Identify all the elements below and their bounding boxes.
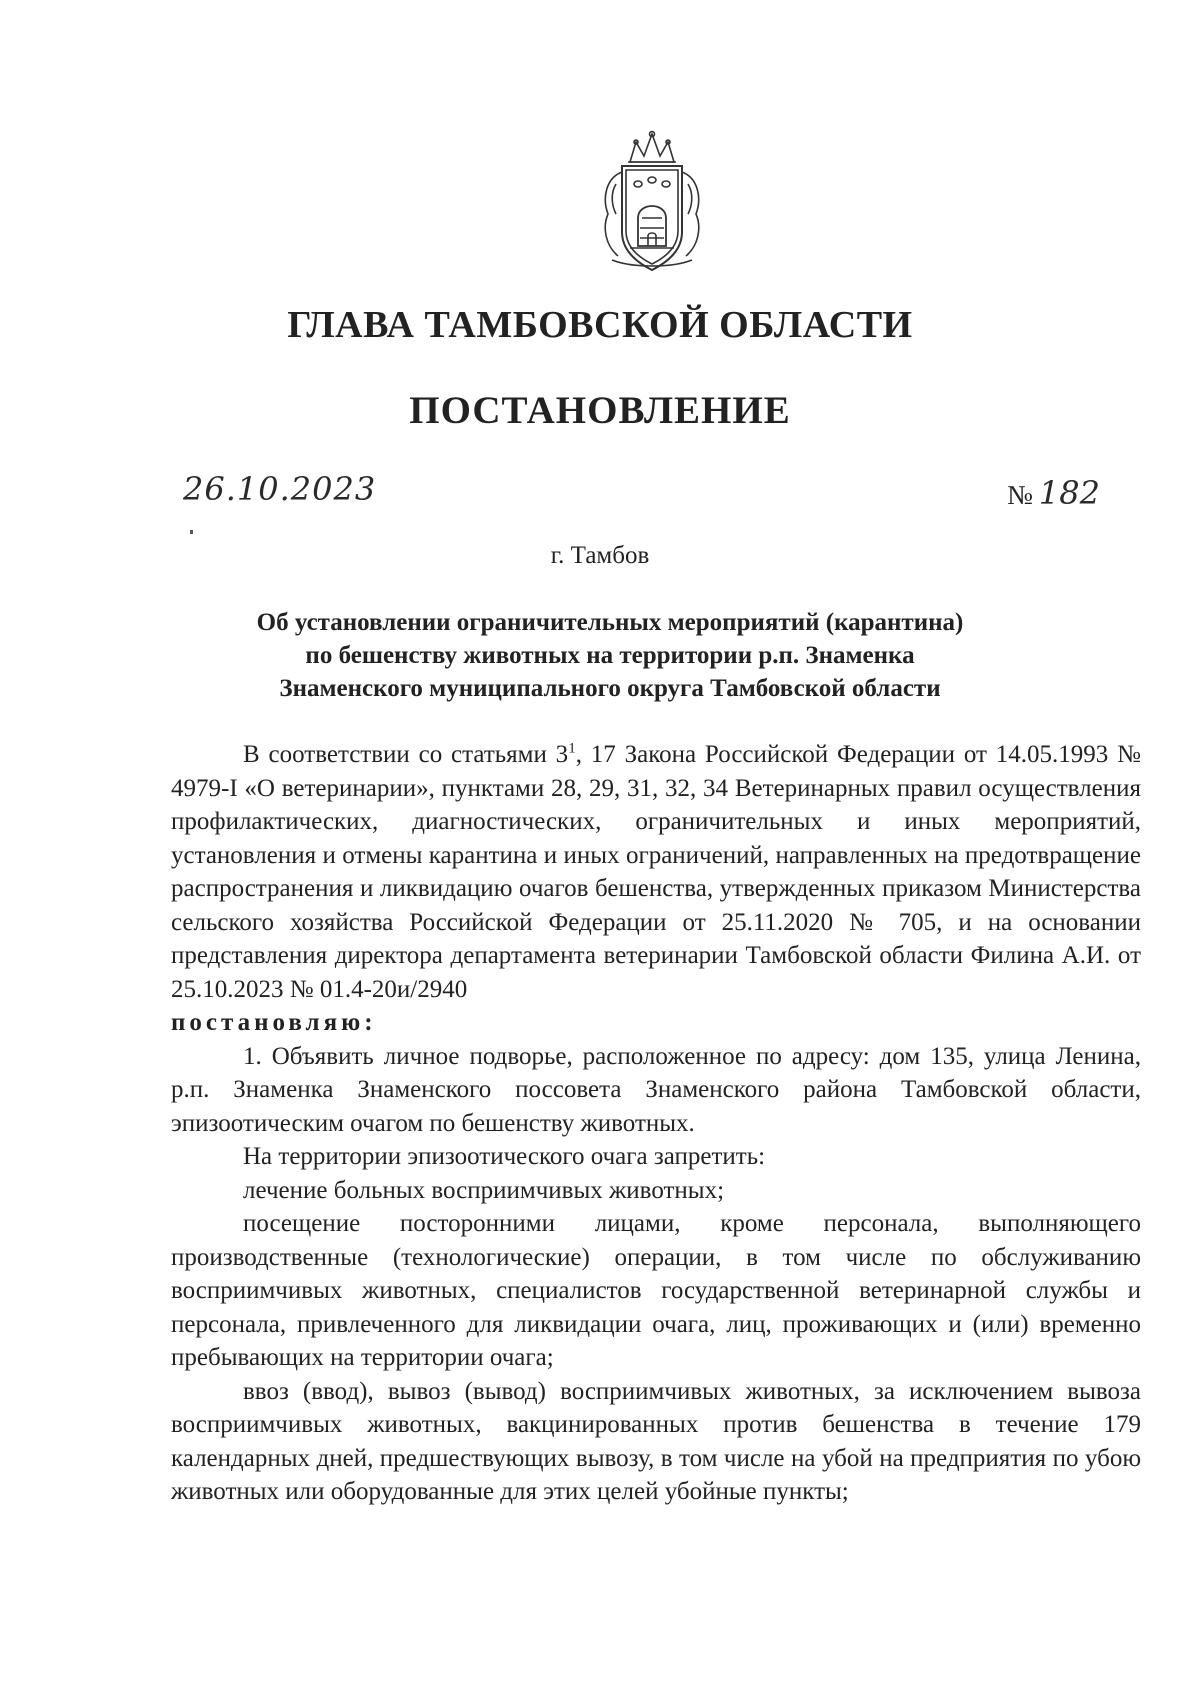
prohibit-item: посещение посторонними лицами, кроме персонала, выполняющего производственные (технологические) операции, в том числе по обслуживанию восприимчивых животных, специалистов государственной ветеринарной службы и персонала, привлеченного для ликвидации очага, лиц, проживающих и (или) временно пребывающих на территории очага; [171, 1210, 1141, 1371]
subject-line: Об установлении ограничительных мероприятий (карантина) [256, 609, 964, 636]
document-date: 26.10.2023 [183, 470, 377, 508]
subject-line: Знаменского муниципального округа Тамбовской области [279, 675, 941, 702]
organization-title: ГЛАВА ТАМБОВСКОЙ ОБЛАСТИ [287, 304, 913, 346]
document-subject [160, 606, 1060, 705]
prohibit-item: лечение больных восприимчивых животных; [243, 1176, 725, 1204]
number-prefix: № [1007, 480, 1033, 510]
subject-line: по бешенству животных на территории р.п. Знаменка [305, 642, 915, 669]
preamble-paragraph [171, 738, 1141, 1006]
document-body [171, 738, 1141, 1509]
preamble-text: В соответствии со статьями 3 [243, 741, 569, 768]
article-superscript: 1 [568, 740, 576, 757]
tambov-coat-of-arms-icon [592, 128, 712, 278]
document-city: г. Тамбов [550, 542, 650, 569]
number-value: 182 [1038, 474, 1100, 512]
prohibit-intro-paragraph: На территории эпизоотического очага запретить: [243, 1143, 766, 1170]
scan-speck [190, 530, 193, 534]
item-1-paragraph: 1. Объявить личное подворье, расположенное по адресу: дом 135, улица Ленина, р.п. Знаменка Знаменского поссовета Знаменского района Тамбовской области, эпизоотическим очагом по бешенству животных. [171, 1042, 1141, 1137]
document-type-title: ПОСТАНОВЛЕНИЕ [409, 389, 791, 432]
preamble-text-cont: , 17 Закона Российской Федерации от 14.05.1993 № 4979-I «О ветеринарии», пунктами 28, 29, 31, 32, 34 Ветеринарных правил осуществления профилактических, диагностических, ограничительных и иных мероприятий, установления и отмены карантина и иных ограничений, направленных на предотвращение распространения и ликвидацию очагов бешенства, утвержденных приказом Министерства сельского хозяйства Российской Федерации от 25.11.2020 № 705, и на основании представления директора департамента ветеринарии Тамбовской области Филина А.И. от 25.10.2023 № 01.4-20и/2940 [171, 741, 1141, 1003]
document-number [1007, 474, 1100, 512]
decree-paragraph [171, 1006, 1141, 1040]
decree-word: постановляю: [171, 1009, 377, 1036]
prohibit-item: ввоз (ввод), вывоз (вывод) восприимчивых животных, за исключением вывоза восприимчивых животных, вакцинированных против бешенства в течение 179 календарных дней, предшествующих вывозу, в том числе на убой на предприятия по убою животных или оборудованные для этих целей убойные пункты; [171, 1377, 1141, 1505]
